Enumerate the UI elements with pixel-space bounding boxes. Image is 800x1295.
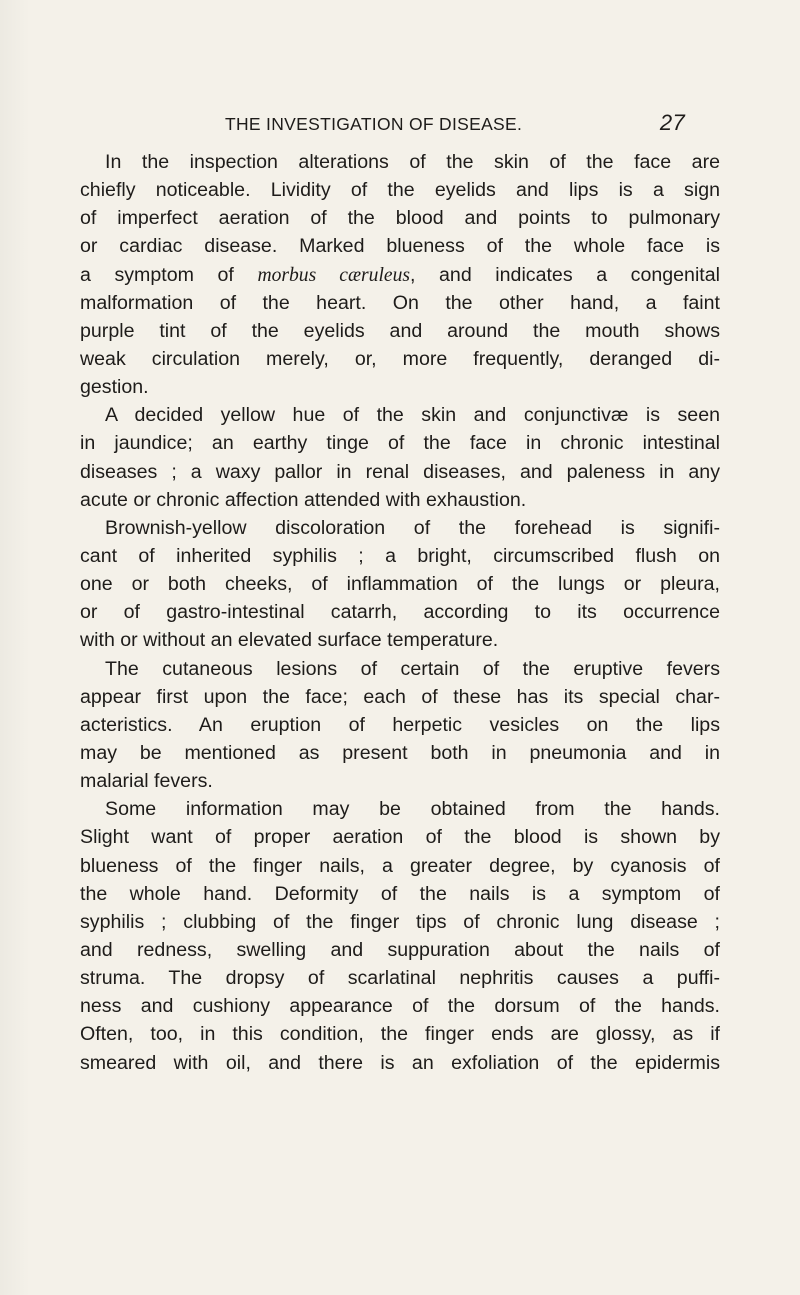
text-line: appear first upon the face; each of these has its special char- [80,685,720,708]
text-line: malformation of the heart. On the other hand, a faint [80,291,720,314]
paragraph [80,148,720,401]
text-line: or of gastro-intestinal catarrh, according to its occurrence [80,601,720,624]
paragraph [80,514,720,655]
text-line: in jaundice; an earthy tinge of the face in chronic intestinal [80,432,720,455]
text-line: A decided yellow hue of the skin and conjunctivæ is seen [105,404,720,427]
body-text [80,148,720,1077]
text-line: one or both cheeks, of inflammation of the lungs or pleura, [80,573,720,596]
text-line: the whole hand. Deformity of the nails is a symptom of [80,882,720,905]
text-segment: , and indicates a congenital [410,263,720,286]
italic-term: morbus cæruleus [257,264,411,286]
text-line: of imperfect aeration of the blood and points to pulmonary [80,207,720,230]
text-line: Often, too, in this condition, the finger ends are glossy, as if [80,1023,720,1046]
text-line: smeared with oil, and there is an exfoliation of the epidermis [80,1051,720,1074]
running-head [225,110,685,140]
text-line: and redness, swelling and suppuration about the nails of [80,938,720,961]
text-line: or cardiac disease. Marked blueness of the whole face is [80,235,720,258]
text-line: In the inspection alterations of the skin of the face are [105,151,720,173]
text-line [80,261,720,289]
text-line: cant of inherited syphilis ; a bright, circumscribed flush on [80,544,720,567]
text-line: Some information may be obtained from the hands. [105,798,720,821]
text-line: syphilis ; clubbing of the finger tips of chronic lung disease ; [80,910,720,933]
text-line: diseases ; a waxy pallor in renal diseases, and paleness in any [80,460,720,483]
text-line: may be mentioned as present both in pneumonia and in [80,741,720,764]
paragraph [80,401,720,514]
running-title: THE INVESTIGATION OF DISEASE. [225,114,523,134]
text-line: purple tint of the eyelids and around the mouth shows [80,319,720,342]
paragraph [80,795,720,1076]
text-line: Brownish-yellow discoloration of the forehead is signifi- [105,516,720,539]
text-line: The cutaneous lesions of certain of the eruptive fevers [105,657,720,680]
page-number: 27 [659,110,685,135]
text-line: struma. The dropsy of scarlatinal nephritis causes a puffi- [80,967,720,990]
text-line: Slight want of proper aeration of the blood is shown by [80,826,720,849]
text-line: weak circulation merely, or, more frequently, deranged di- [80,347,720,370]
paragraph [80,655,720,796]
text-line: chiefly noticeable. Lividity of the eyelids and lips is a sign [80,179,720,202]
text-line: blueness of the finger nails, a greater degree, by cyanosis of [80,854,720,877]
text-line: gestion. [80,376,149,399]
text-line: malarial fevers. [80,770,213,793]
text-segment: a symptom of [80,263,258,286]
text-line: acteristics. An eruption of herpetic vesicles on the lips [80,713,720,736]
text-line: ness and cushiony appearance of the dorsum of the hands. [80,995,720,1018]
text-line: acute or chronic affection attended with exhaustion. [80,488,527,511]
text-line: with or without an elevated surface temperature. [80,629,499,652]
